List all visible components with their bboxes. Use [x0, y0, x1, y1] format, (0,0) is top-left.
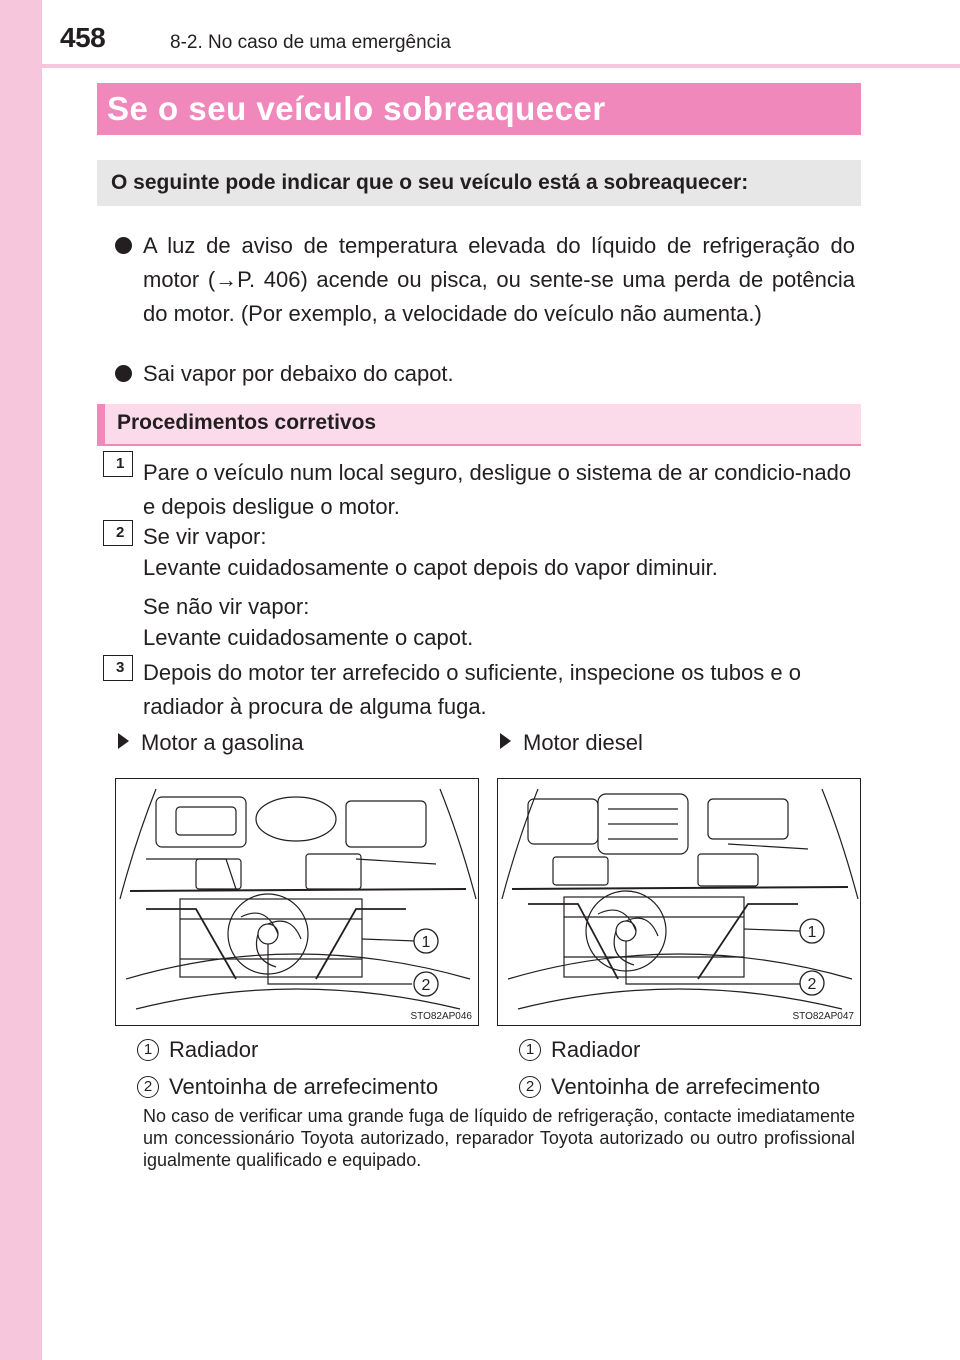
figure-id: STO82AP047 [792, 1011, 854, 1022]
legend-number: 1 [519, 1039, 541, 1061]
section-label: 8-2. No caso de uma emergência [170, 32, 451, 53]
callout-2 [800, 971, 824, 995]
title-bar [97, 83, 861, 135]
engine-label-diesel [500, 730, 643, 756]
page-title: Se o seu veículo sobreaquecer [107, 90, 606, 127]
step-number-box [103, 451, 133, 477]
step-text: Levante cuidadosamente o capot. [143, 625, 474, 650]
step-text: Depois do motor ter arrefecido o suficiente, inspecione os tubos e o radiador à procura de alguma fuga. [143, 660, 801, 719]
step-number: 1 [116, 455, 125, 472]
step-text: Se vir vapor: [143, 524, 267, 549]
step-number-box [103, 655, 133, 681]
engine-bay-figure [115, 778, 479, 1026]
triangle-bullet-icon [118, 733, 129, 749]
callouts [116, 779, 479, 1026]
callout-1 [414, 929, 438, 953]
legend-text: Radiador [551, 1037, 641, 1062]
legend-text: Ventoinha de arrefecimento [551, 1074, 821, 1099]
intro-heading-box [97, 160, 861, 206]
bullet-text: Sai vapor por debaixo do capot. [143, 361, 454, 386]
bullet-dot-icon [115, 365, 132, 382]
legend-number: 2 [519, 1076, 541, 1098]
legend-number: 1 [137, 1039, 159, 1061]
intro-heading: O seguinte pode indicar que o seu veículo está a sobreaquecer: [111, 171, 749, 194]
engine-label-text: Motor a gasolina [141, 730, 304, 755]
page-number: 458 [60, 22, 106, 53]
legend-number: 2 [137, 1076, 159, 1098]
callouts [498, 779, 861, 1026]
step-text: Levante cuidadosamente o capot depois do vapor diminuir. [143, 555, 718, 580]
step-number: 2 [116, 524, 125, 541]
callout-1 [800, 919, 824, 943]
header-rule [0, 64, 960, 68]
legend-text: Radiador [169, 1037, 259, 1062]
callout-number: 2 [421, 977, 431, 994]
bullet-dot-icon [115, 237, 132, 254]
procedures-heading: Procedimentos corretivos [117, 411, 377, 434]
triangle-bullet-icon [500, 733, 511, 749]
callout-number: 1 [807, 924, 817, 941]
step-text: Se não vir vapor: [143, 594, 310, 619]
figure-id: STO82AP046 [410, 1011, 472, 1022]
step-text: Pare o veículo num local seguro, desligue o sistema de ar condicio-nado e depois desligue o motor. [143, 460, 852, 519]
side-strip [0, 0, 42, 1360]
legend-text: Ventoinha de arrefecimento [169, 1074, 439, 1099]
engine-label-text: Motor diesel [523, 730, 643, 755]
callout-2 [414, 972, 438, 996]
step-number-box [103, 520, 133, 546]
step-number: 3 [116, 659, 125, 676]
procedures-heading-rule [97, 444, 861, 446]
callout-number: 1 [421, 934, 431, 951]
callout-number: 2 [807, 976, 817, 993]
bullet-text: A luz de aviso de temperatura elevada do líquido de refrigeração do motor (→P. 406) acende ou pisca, ou sente-se uma perda de potência do motor. (Por exemplo, a velocidade do veículo não aumenta.) [143, 233, 855, 326]
note-text: No caso de verificar uma grande fuga de líquido de refrigeração, contacte imediatamente um concessionário Toyota autorizado, reparador Toyota autorizado ou outro profissional igualmente qualificado e equipado. [143, 1106, 855, 1170]
engine-bay-figure [497, 778, 861, 1026]
procedures-heading-box [97, 404, 861, 444]
engine-label-gasoline [118, 730, 304, 756]
